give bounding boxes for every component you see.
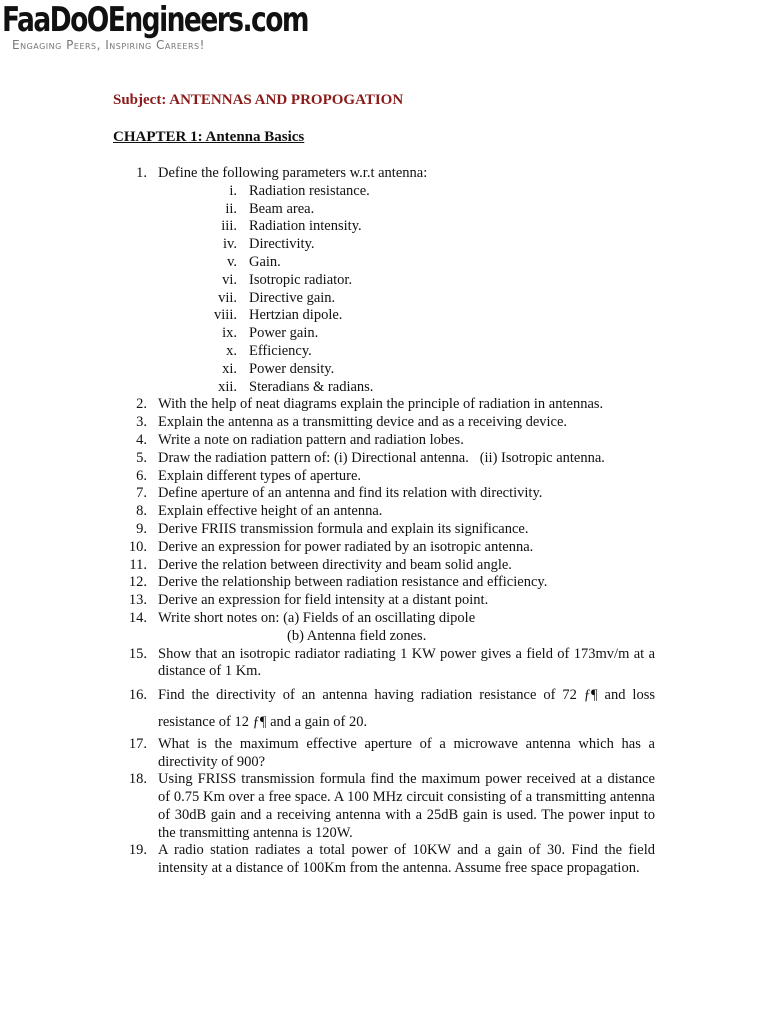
question-item [0,503,768,521]
sub-item [0,272,768,290]
question-number: 1. [136,165,147,181]
question-text: Find the directivity of an antenna having radiation resistance of 72 ƒ¶ and loss [158,687,655,704]
question-number: 15. [128,645,147,662]
question-number: 10. [128,538,147,555]
sub-item [0,201,768,219]
chapter-heading: CHAPTER 1: Antenna Basics [113,129,305,145]
sub-item [0,379,768,397]
question-text: What is the maximum effective aperture of a microwave antenna which has a directivity of 900? [158,735,655,770]
sub-item-number: ii. [225,200,237,217]
question-list [0,165,768,878]
sub-item [0,236,768,254]
question-item [0,610,768,628]
question-text: Explain effective height of an antenna. [158,503,383,520]
question-item [0,521,768,539]
question-text: Show that an isotropic radiator radiating 1 KW power gives a field of 173mv/m at a distance of 1 Km. [158,645,655,680]
sub-item-text: Hertzian dipole. [249,307,343,324]
sub-item-text: Radiation intensity. [249,218,362,235]
sub-item-text: Directive gain. [249,289,336,306]
sub-item-number: x. [226,342,237,359]
question-item [0,432,768,450]
sub-item-text: Power density. [249,360,335,377]
sub-item [0,183,768,201]
question-text: Explain the antenna as a transmitting device and as a receiving device. [158,414,568,431]
question-item [0,539,768,557]
question-text: Write a note on radiation pattern and radiation lobes. [158,431,464,448]
question-text: Derive the relation between directivity and beam solid angle. [158,556,512,573]
question-number: 19. [128,842,147,859]
question-item [0,450,768,468]
sub-item-text: Isotropic radiator. [249,271,353,288]
question-number: 17. [128,735,147,752]
question-item [0,468,768,486]
question-number: 11. [129,556,147,573]
question-number: 13. [128,592,147,609]
sub-item-text: Radiation resistance. [249,182,370,199]
question-number: 16. [128,687,147,704]
question-text: Derive an expression for power radiated by an isotropic antenna. [158,538,534,555]
sub-item [0,290,768,308]
question-number: 5. [136,449,147,466]
subject-heading: Subject: ANTENNAS AND PROPOGATION [113,92,404,108]
sub-item-number: xi. [222,360,237,377]
question-item [0,396,768,414]
sub-item [0,361,768,379]
question-item [0,771,768,842]
question-item [0,574,768,592]
question-text: Derive the relationship between radiation resistance and efficiency. [158,574,548,591]
site-logo [2,0,394,52]
question-text: Explain different types of aperture. [158,467,362,484]
sub-item [0,218,768,236]
sub-item-text: Gain. [249,253,281,270]
question-text: Write short notes on: (a) Fields of an oscillating dipole [158,609,476,626]
question-number: 18. [128,771,147,788]
sub-item-number: iv. [223,236,237,253]
site-tagline: Engaging Peers, Inspiring Careers! [12,38,205,52]
question-number: 4. [136,431,147,448]
question-text: Draw the radiation pattern of: (i) Directional antenna. (ii) Isotropic antenna. [158,449,605,466]
sub-item-text: Beam area. [249,200,315,217]
sub-item-text: Steradians & radians. [249,378,374,395]
sub-item [0,325,768,343]
question-number: 2. [136,396,147,413]
question-text: Derive FRIIS transmission formula and explain its significance. [158,520,529,537]
sub-item [0,307,768,325]
question-text: With the help of neat diagrams explain the principle of radiation in antennas. [158,396,604,413]
question-item [0,646,768,682]
question-item [0,485,768,503]
sub-item-text: Power gain. [249,325,319,342]
question-number: 3. [136,414,147,431]
sub-item-number: ix. [222,325,237,342]
sub-item-text: Directivity. [249,236,315,253]
question-item [0,165,768,183]
question-number: 6. [136,467,147,484]
sub-item-text: Efficiency. [249,342,312,359]
sub-item [0,343,768,361]
question-item [0,592,768,610]
question-number: 14. [128,609,147,626]
question-number: 8. [136,503,147,520]
sub-item-number: vii. [218,289,237,306]
sub-item-number: viii. [214,307,237,324]
question-number: 7. [136,485,147,502]
question-continuation: (b) Antenna field zones. [287,627,427,644]
sub-item-number: i. [229,182,237,199]
question-text: Define the following parameters w.r.t antenna: [158,165,428,181]
sub-item-number: v. [227,253,237,270]
question-text: Derive an expression for field intensity at a distant point. [158,592,489,609]
question-item [0,557,768,575]
sub-item-number: iii. [221,218,237,235]
question-text: Using FRISS transmission formula find the maximum power received at a distance of 0.75 Km over a free space. A 100 MHz circuit consisting of a transmitting antenna of 30dB gain and a receiving antenna with a 25dB gain is used. The power input to the transmitting antenna is 120W. [158,771,655,841]
question-number: 12. [128,574,147,591]
sub-item [0,254,768,272]
question-text: Define aperture of an antenna and find its relation with directivity. [158,485,543,502]
sub-item-number: vi. [222,271,237,288]
question-item [0,687,768,705]
sub-item-number: xii. [218,378,237,395]
question-continuation: resistance of 12 ƒ¶ and a gain of 20. [158,713,368,730]
question-item [0,414,768,432]
question-text: A radio station radiates a total power of 10KW and a gain of 30. Find the field intensity at a distance of 100Km from the antenna. Assume free space propagation. [158,842,655,877]
site-name: FaaDoOEngineers.com [2,0,308,40]
question-item [0,736,768,772]
question-item [0,842,768,878]
question-number: 9. [136,520,147,537]
